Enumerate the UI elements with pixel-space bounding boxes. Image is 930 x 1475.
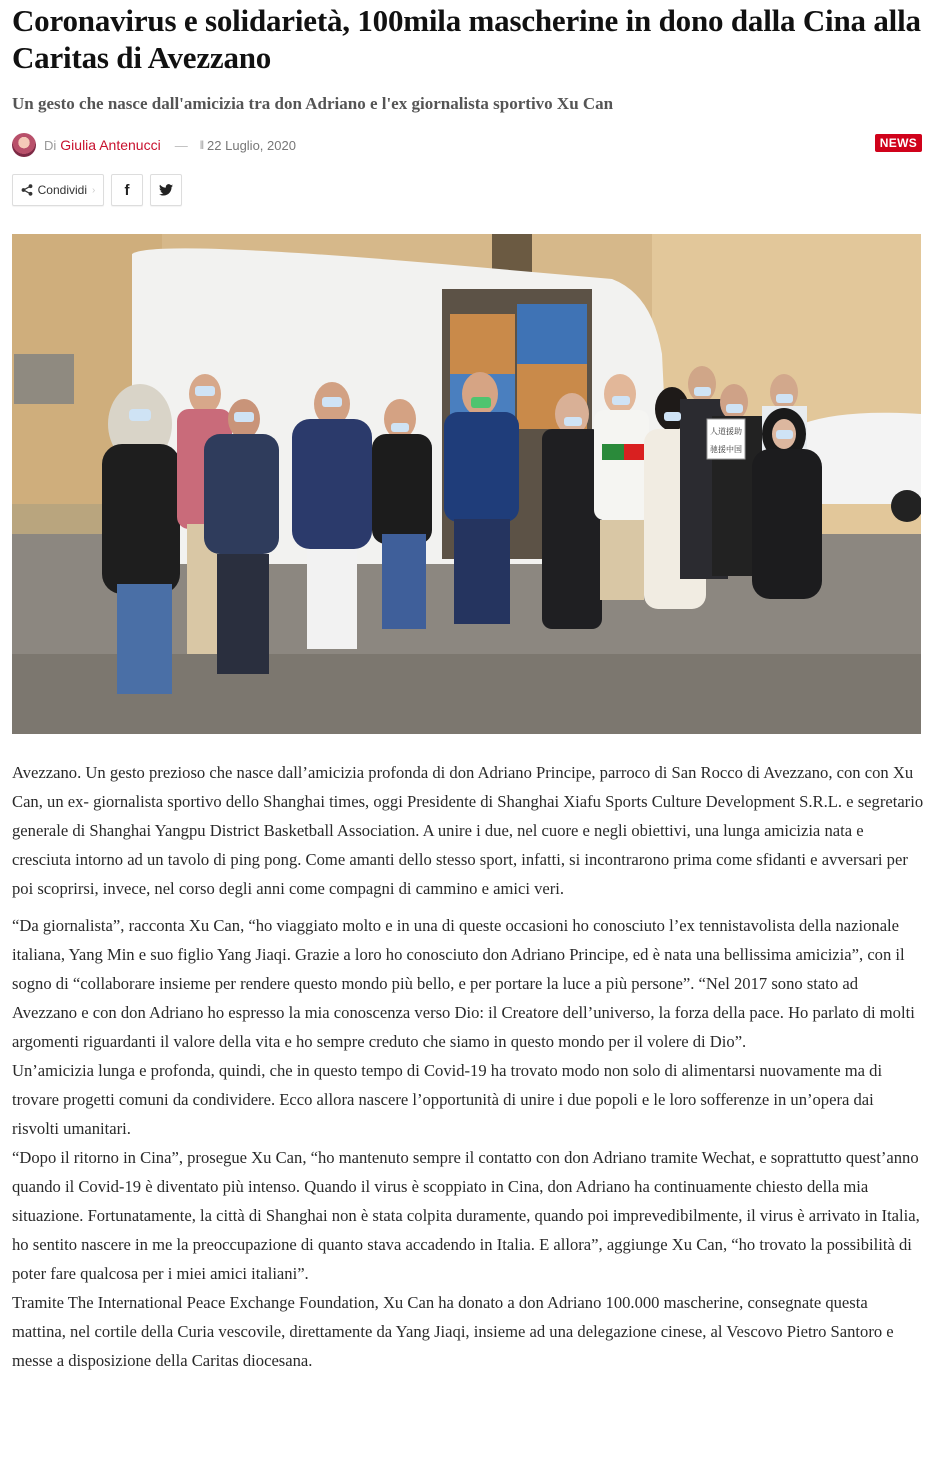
article-paragraph: “Dopo il ritorno in Cina”, prosegue Xu Can, “ho mantenuto sempre il contatto con don Adriano tramite Wechat, e soprattutto quest’anno quando il Covid-19 è diventato più intenso. Quando il virus è scoppiato in Cina, don Adriano ha continuamente chiesto della mia situazione. Fortunatamente, la città di Shanghai non è stata colpita duramente, quando poi imprevedibilmente, il virus è arrivato in Italia, ho sentito nascere in me la preoccupazione di quanto stava accadendo in Italia. E allora”, aggiunge Xu Can, “ho trovato la possibilità di poter fare qualcosa per i miei amici italiani”.	[12, 1148, 920, 1283]
article-meta	[12, 132, 922, 158]
article-paragraph: Avezzano. Un gesto prezioso che nasce dall’amicizia profonda di don Adriano Principe, parroco di San Rocco di Avezzano, con con Xu Can, un ex- giornalista sportivo dello Shanghai times, oggi Presidente di Shanghai Xiafu Sports Culture Development S.R.L. e segretario generale di Shanghai Yangpu District Basketball Association. A unire i due, nel cuore e negli obiettivi, una lunga amicizia nata e cresciuta intorno ad un tavolo di ping pong. Come amanti dello stesso sport, infatti, si incontrarono prima come sfidanti e avversari per poi scoprirsi, invece, nel corso degli anni come compagni di cammino e amici veri.	[12, 763, 924, 898]
author-avatar[interactable]	[12, 133, 36, 157]
article-photo[interactable]	[12, 234, 921, 734]
twitter-icon	[159, 184, 173, 196]
share-bar	[12, 174, 922, 206]
share-label: Condividi	[37, 183, 87, 197]
share-icon	[21, 184, 33, 196]
share-arrow-icon: ›	[92, 184, 96, 196]
sign-text-2: 驰援中国	[710, 445, 742, 454]
author-link[interactable]: Giulia Antenucci	[60, 137, 161, 153]
article-title: Coronavirus e solidarietà, 100mila mascherine in dono dalla Cina alla Caritas di Avezzano	[12, 3, 921, 75]
article-paragraph: Tramite The International Peace Exchange Foundation, Xu Can ha donato a don Adriano 100.000 mascherine, consegnate questa mattina, nel cortile della Curia vescovile, direttamente da Yang Jiaqi, insieme ad una delegazione cinese, al Vescovo Pietro Santoro e messe a disposizione della Caritas diocesana.	[12, 1293, 894, 1370]
article-body	[12, 758, 924, 1375]
publish-date: 22 Luglio, 2020	[207, 137, 296, 153]
meta-separator: —	[174, 137, 188, 153]
article-paragraph: “Da giornalista”, racconta Xu Can, “ho viaggiato molto e in una di queste occasioni ho conosciuto l’ex tennistavolista della nazionale italiana, Yang Min e suo figlio Yang Jiaqi. Grazie a loro ho conosciuto don Adriano Principe, ed è nata una bellissima amicizia”, con il sogno di “collaborare insieme per rendere questo mondo più bello, e per portare la luce a più persone”. “Nel 2017 sono stato ad Avezzano e con don Adriano ho espresso la mia conoscenza verso Dio: il Creatore dell’universo, la forza della pace. Ho parlato di molti argomenti riguardanti il valore della vita e ho sempre creduto che siamo in questo mondo per il volere di Dio”.	[12, 916, 915, 1051]
group-photo-image	[12, 234, 921, 734]
twitter-share-button[interactable]	[150, 174, 182, 206]
facebook-icon: f	[124, 181, 130, 199]
clock-icon: ll	[199, 138, 204, 152]
category-badge[interactable]: NEWS	[875, 134, 922, 152]
sign-text-1: 人道援助	[710, 427, 742, 436]
by-label: Di	[44, 137, 57, 153]
article-subtitle: Un gesto che nasce dall'amicizia tra don Adriano e l'ex giornalista sportivo Xu Can	[12, 94, 614, 113]
article-paragraph: Un’amicizia lunga e profonda, quindi, che in questo tempo di Covid-19 ha trovato modo non solo di alimentarsi nuovamente ma di trovare progetti comuni da condividere. Ecco allora nascere l’opportunità di unire i due popoli e le loro sofferenze in un’opera dai risvolti umanitari.	[12, 1061, 883, 1138]
share-button[interactable]	[12, 174, 104, 206]
facebook-share-button[interactable]	[111, 174, 143, 206]
